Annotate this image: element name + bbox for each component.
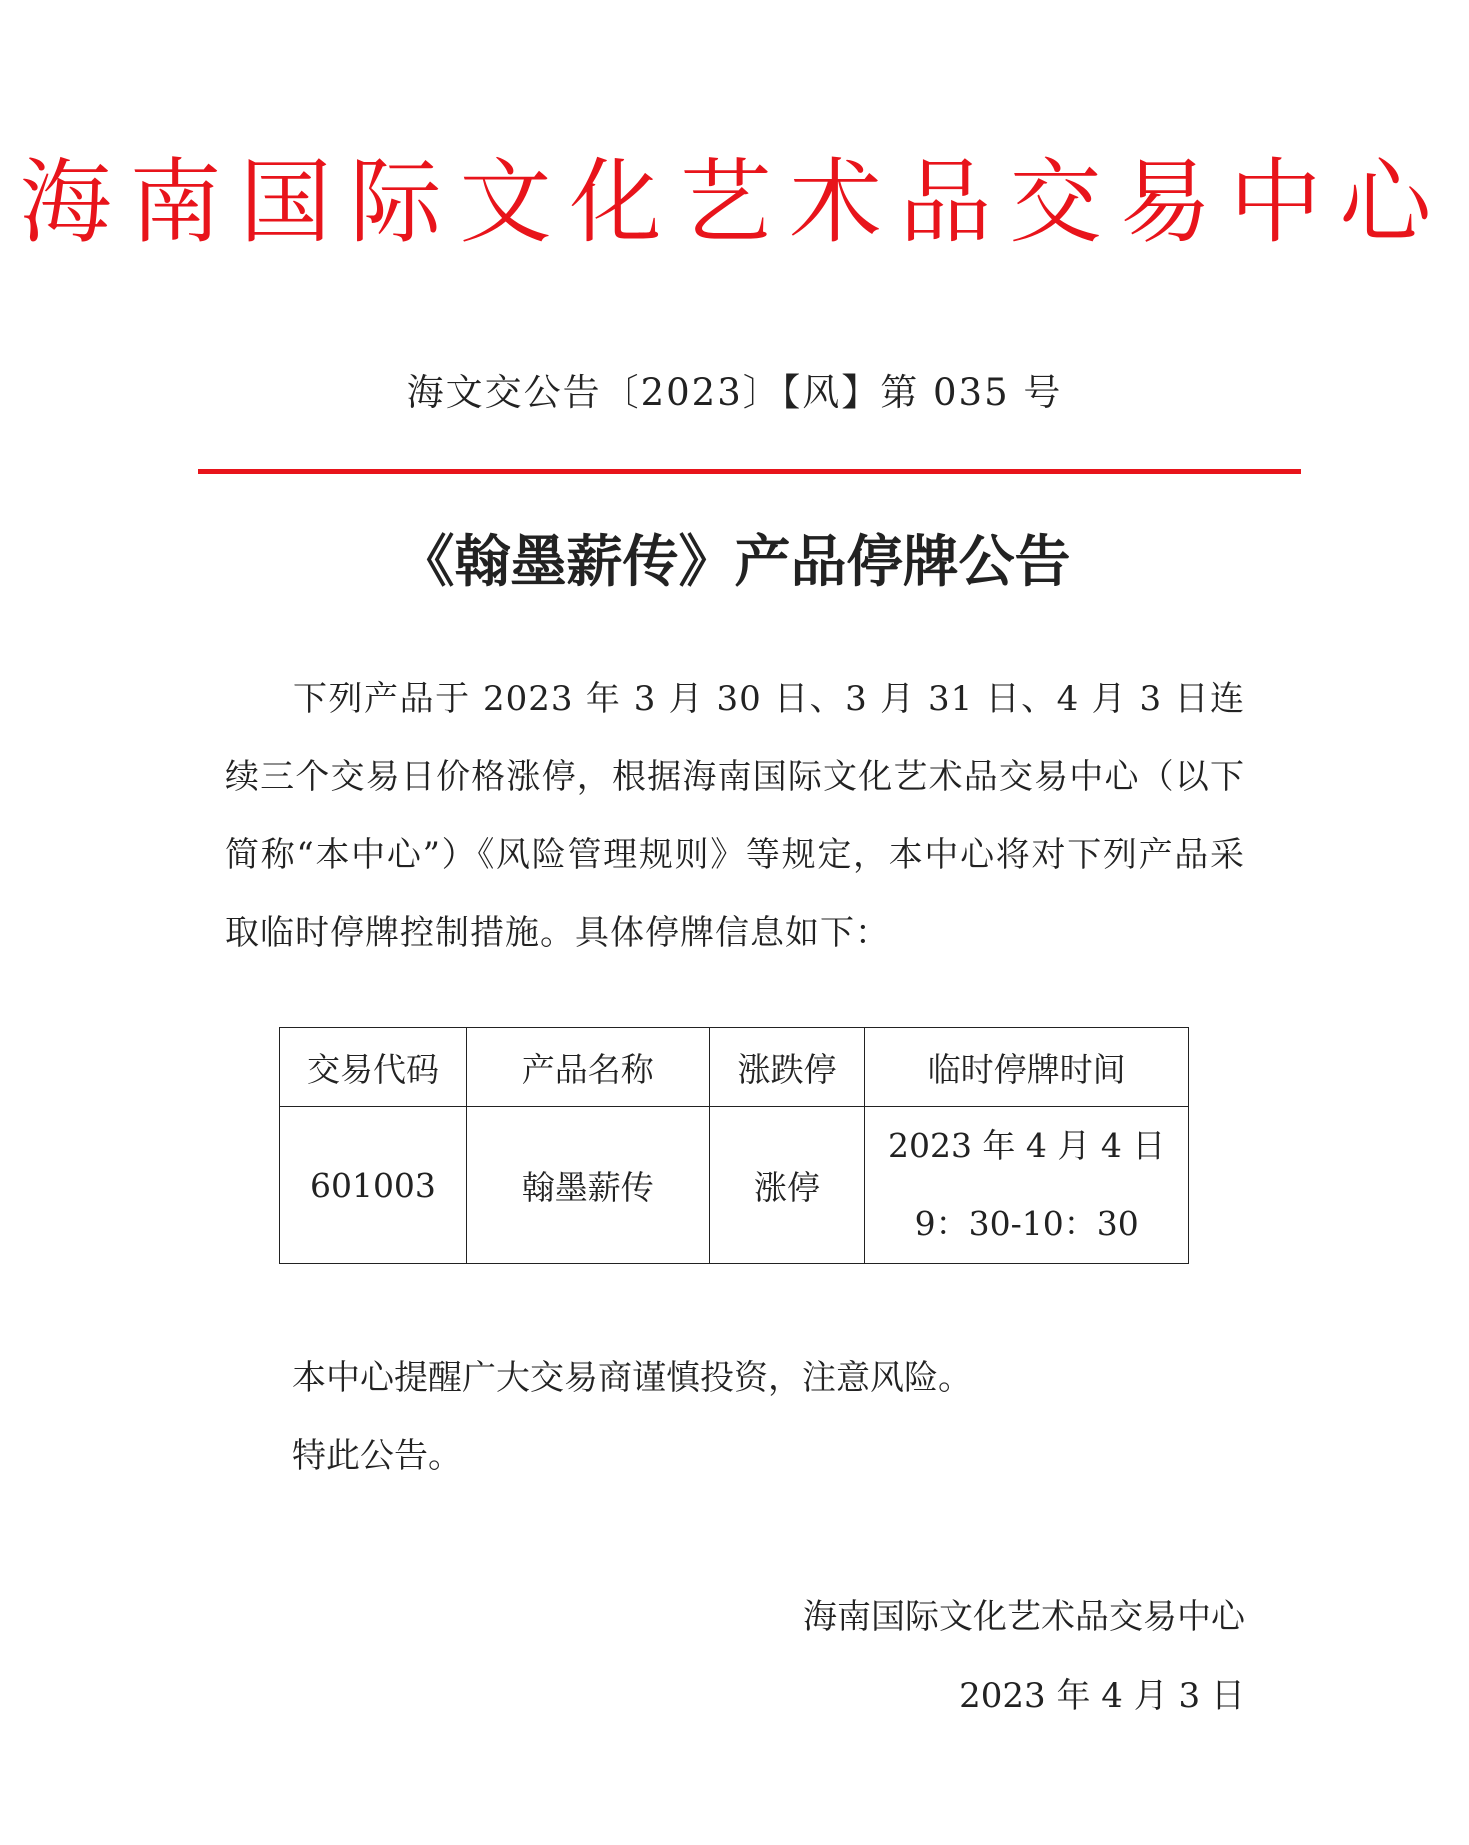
document-title: 《翰墨薪传》产品停牌公告 [398,530,1071,595]
header-trade-code: 交易代码 [280,1028,467,1107]
signature-date: 2023 年 4 月 3 日 [959,1676,1245,1716]
red-divider-line [198,469,1301,474]
cell-price-limit: 涨停 [709,1107,865,1264]
signature-org: 海南国际文化艺术品交易中心 [803,1597,1245,1637]
header-product-name: 产品名称 [466,1028,709,1107]
header-suspension-time: 临时停牌时间 [865,1028,1189,1107]
cell-suspension-time [865,1107,1189,1264]
cell-product-name: 翰墨薪传 [466,1107,709,1264]
suspension-table [279,1027,1189,1264]
table-row [280,1107,1189,1264]
cell-trade-code: 601003 [280,1107,467,1264]
document-number: 海文交公告〔2023〕【风】第 035 号 [406,371,1063,414]
suspension-date: 2023 年 4 月 4 日 [887,1126,1166,1165]
masthead-org-name: 海南国际文化艺术品交易中心 [19,149,1450,256]
suspension-time-range: 9：30-10：30 [914,1204,1139,1243]
body-paragraph: 下列产品于 2023 年 3 月 30 日、3 月 31 日、4 月 3 日连续三个交易日价格涨停，根据海南国际文化艺术品交易中心（以下简称“本中心”）《风险管理规则》等规定，本中心将对下列产品采取临时停牌控制措施。具体停牌信息如下： [225,679,1245,953]
closing-reminder: 本中心提醒广大交易商谨慎投资，注意风险。 [292,1358,972,1398]
header-price-limit: 涨跌停 [709,1028,865,1107]
table-header-row [280,1028,1189,1107]
closing-notice: 特此公告。 [292,1436,462,1476]
